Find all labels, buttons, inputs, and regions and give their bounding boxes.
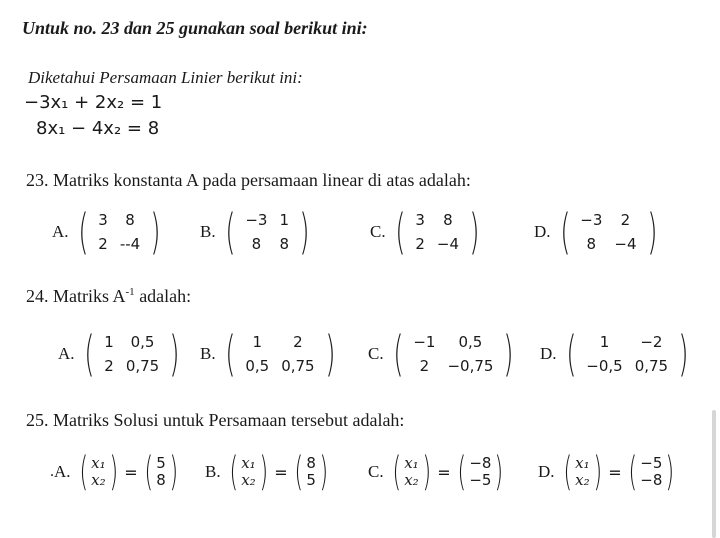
right-paren: ) <box>593 449 602 495</box>
matrix <box>221 326 340 382</box>
equation-2: 8x₁ − 4x₂ = 8 <box>36 118 160 139</box>
matrix-cell: 1 <box>279 210 289 229</box>
right-paren: ) <box>169 326 180 382</box>
right-paren: ) <box>494 449 504 495</box>
option-label: B. <box>200 222 216 241</box>
matrix-cell: −3 <box>580 210 603 229</box>
option-label: A. <box>58 344 75 363</box>
q25-option-c[interactable] <box>368 449 507 495</box>
matrix-cell: −4 <box>436 234 459 253</box>
left-paren: ( <box>457 449 466 495</box>
option-label: D. <box>534 222 551 241</box>
right-paren: ) <box>299 204 310 260</box>
matrix-cell: −0,75 <box>447 356 494 375</box>
left-paren: ( <box>79 449 88 495</box>
q24-option-c[interactable] <box>368 326 518 382</box>
vector-entry: x₂ <box>575 471 590 489</box>
q23-option-b[interactable] <box>200 204 314 260</box>
bullet-dot: . <box>50 463 54 480</box>
vector-entry: x₁ <box>241 454 256 472</box>
matrix-cell: --4 <box>119 234 141 253</box>
left-paren: ( <box>392 326 404 382</box>
matrix-cell: 2 <box>293 332 303 351</box>
q24-option-a[interactable] <box>58 326 184 382</box>
rhs-vector <box>625 449 678 495</box>
right-paren: ) <box>503 326 514 382</box>
matrix-cell: 8 <box>279 234 289 253</box>
left-paren: ( <box>563 449 572 495</box>
inverse-superscript: -1 <box>125 286 135 298</box>
left-paren: ( <box>394 204 406 260</box>
intro-text: Diketahui Persamaan Linier berikut ini: <box>28 68 303 87</box>
vector-entry: x₂ <box>241 471 256 489</box>
vector-entry: 5 <box>156 454 166 472</box>
matrix-cell: 8 <box>125 210 135 229</box>
matrix <box>562 326 693 382</box>
q24-option-b[interactable] <box>200 326 339 382</box>
matrix-cell: 2 <box>98 234 108 253</box>
equals-sign: = <box>437 462 451 482</box>
question-24-prefix: 24. Matriks A <box>26 286 126 306</box>
matrix <box>556 204 662 260</box>
right-paren: ) <box>678 326 689 382</box>
vector-entry: −5 <box>640 454 663 472</box>
vector-entry: 8 <box>306 454 316 472</box>
matrix-cell: −1 <box>413 332 436 351</box>
rhs-vector <box>454 449 507 495</box>
matrix-cell: 8 <box>586 234 597 253</box>
vector-entry: x₂ <box>404 471 419 489</box>
right-paren: ) <box>422 449 431 495</box>
lhs-vector <box>226 449 272 495</box>
matrix-cell: 0,75 <box>281 356 315 375</box>
option-label: D. <box>538 462 555 481</box>
q23-option-a[interactable] <box>52 204 165 260</box>
vector-entry: −5 <box>469 471 492 489</box>
left-paren: ( <box>628 449 637 495</box>
option-label: C. <box>370 222 386 241</box>
matrix-cell: 1 <box>104 332 114 351</box>
matrix-cell: 0,75 <box>634 356 669 375</box>
lhs-vector <box>76 449 122 495</box>
rhs-vector <box>141 449 182 495</box>
right-paren: ) <box>469 204 480 260</box>
left-paren: ( <box>565 326 577 382</box>
option-label: B. <box>205 462 221 481</box>
option-label: C. <box>368 462 384 481</box>
right-paren: ) <box>319 449 328 495</box>
equals-sign: = <box>274 462 288 482</box>
q24-option-d[interactable] <box>540 326 693 382</box>
left-paren: ( <box>229 449 238 495</box>
right-paren: ) <box>109 449 118 495</box>
q23-option-d[interactable] <box>534 204 661 260</box>
left-paren: ( <box>77 204 89 260</box>
matrix-cell: 8 <box>251 234 262 253</box>
instruction-header: Untuk no. 23 dan 25 gunakan soal berikut ini: <box>22 18 368 38</box>
left-paren: ( <box>224 204 236 260</box>
matrix <box>80 326 184 382</box>
q25-option-a[interactable] <box>50 449 181 495</box>
matrix-cell: −3 <box>245 210 268 229</box>
matrix-cell: 0,75 <box>125 356 160 375</box>
left-paren: ( <box>83 326 95 382</box>
scrollbar[interactable] <box>712 410 716 538</box>
lhs-vector <box>560 449 606 495</box>
left-paren: ( <box>392 449 401 495</box>
matrix-cell: 2 <box>419 356 430 375</box>
matrix-cell: 3 <box>415 210 425 229</box>
vector-entry: x₁ <box>91 454 106 472</box>
vector-entry: x₁ <box>575 454 590 472</box>
left-paren: ( <box>559 204 571 260</box>
matrix-cell: 0,5 <box>458 332 483 351</box>
question-25: 25. Matriks Solusi untuk Persamaan tersebut adalah: <box>26 410 405 430</box>
rhs-vector <box>291 449 332 495</box>
left-paren: ( <box>294 449 303 495</box>
left-paren: ( <box>224 326 236 382</box>
right-paren: ) <box>665 449 675 495</box>
equation-1: −3x₁ + 2x₂ = 1 <box>24 92 163 113</box>
matrix-cell: −2 <box>640 332 663 351</box>
matrix-cell: 3 <box>98 210 108 229</box>
matrix-cell: 8 <box>443 210 453 229</box>
matrix-cell: 2 <box>620 210 631 229</box>
vector-entry: 8 <box>156 471 166 489</box>
equals-sign: = <box>124 462 138 482</box>
right-paren: ) <box>150 204 161 260</box>
question-24 <box>26 286 191 307</box>
matrix-cell: −0,5 <box>586 356 623 375</box>
question-23: 23. Matriks konstanta A pada persamaan linear di atas adalah: <box>26 170 471 190</box>
vector-entry: x₂ <box>91 471 106 489</box>
matrix <box>389 326 519 382</box>
q25-option-d[interactable] <box>538 449 678 495</box>
matrix <box>221 204 314 260</box>
q23-option-c[interactable] <box>370 204 484 260</box>
vector-entry: 5 <box>306 471 316 489</box>
matrix-cell: 2 <box>415 234 425 253</box>
matrix <box>74 204 165 260</box>
equals-sign: = <box>608 462 622 482</box>
matrix-cell: 2 <box>104 356 114 375</box>
q25-option-b[interactable] <box>205 449 331 495</box>
matrix-cell: 0,5 <box>130 332 155 351</box>
option-label: D. <box>540 344 557 363</box>
vector-entry: x₁ <box>404 454 419 472</box>
option-label: A. <box>54 462 71 481</box>
question-24-suffix: adalah: <box>134 286 192 306</box>
option-label: A. <box>52 222 69 241</box>
option-label: B. <box>200 344 216 363</box>
right-paren: ) <box>169 449 178 495</box>
matrix-cell: 1 <box>599 332 610 351</box>
option-label: C. <box>368 344 384 363</box>
left-paren: ( <box>144 449 153 495</box>
right-paren: ) <box>324 326 336 382</box>
matrix-cell: 0,5 <box>245 356 270 375</box>
lhs-vector <box>389 449 435 495</box>
right-paren: ) <box>646 204 658 260</box>
vector-entry: −8 <box>640 471 663 489</box>
right-paren: ) <box>259 449 268 495</box>
matrix-cell: 1 <box>252 332 263 351</box>
matrix <box>391 204 484 260</box>
matrix-cell: −4 <box>614 234 637 253</box>
vector-entry: −8 <box>469 454 492 472</box>
